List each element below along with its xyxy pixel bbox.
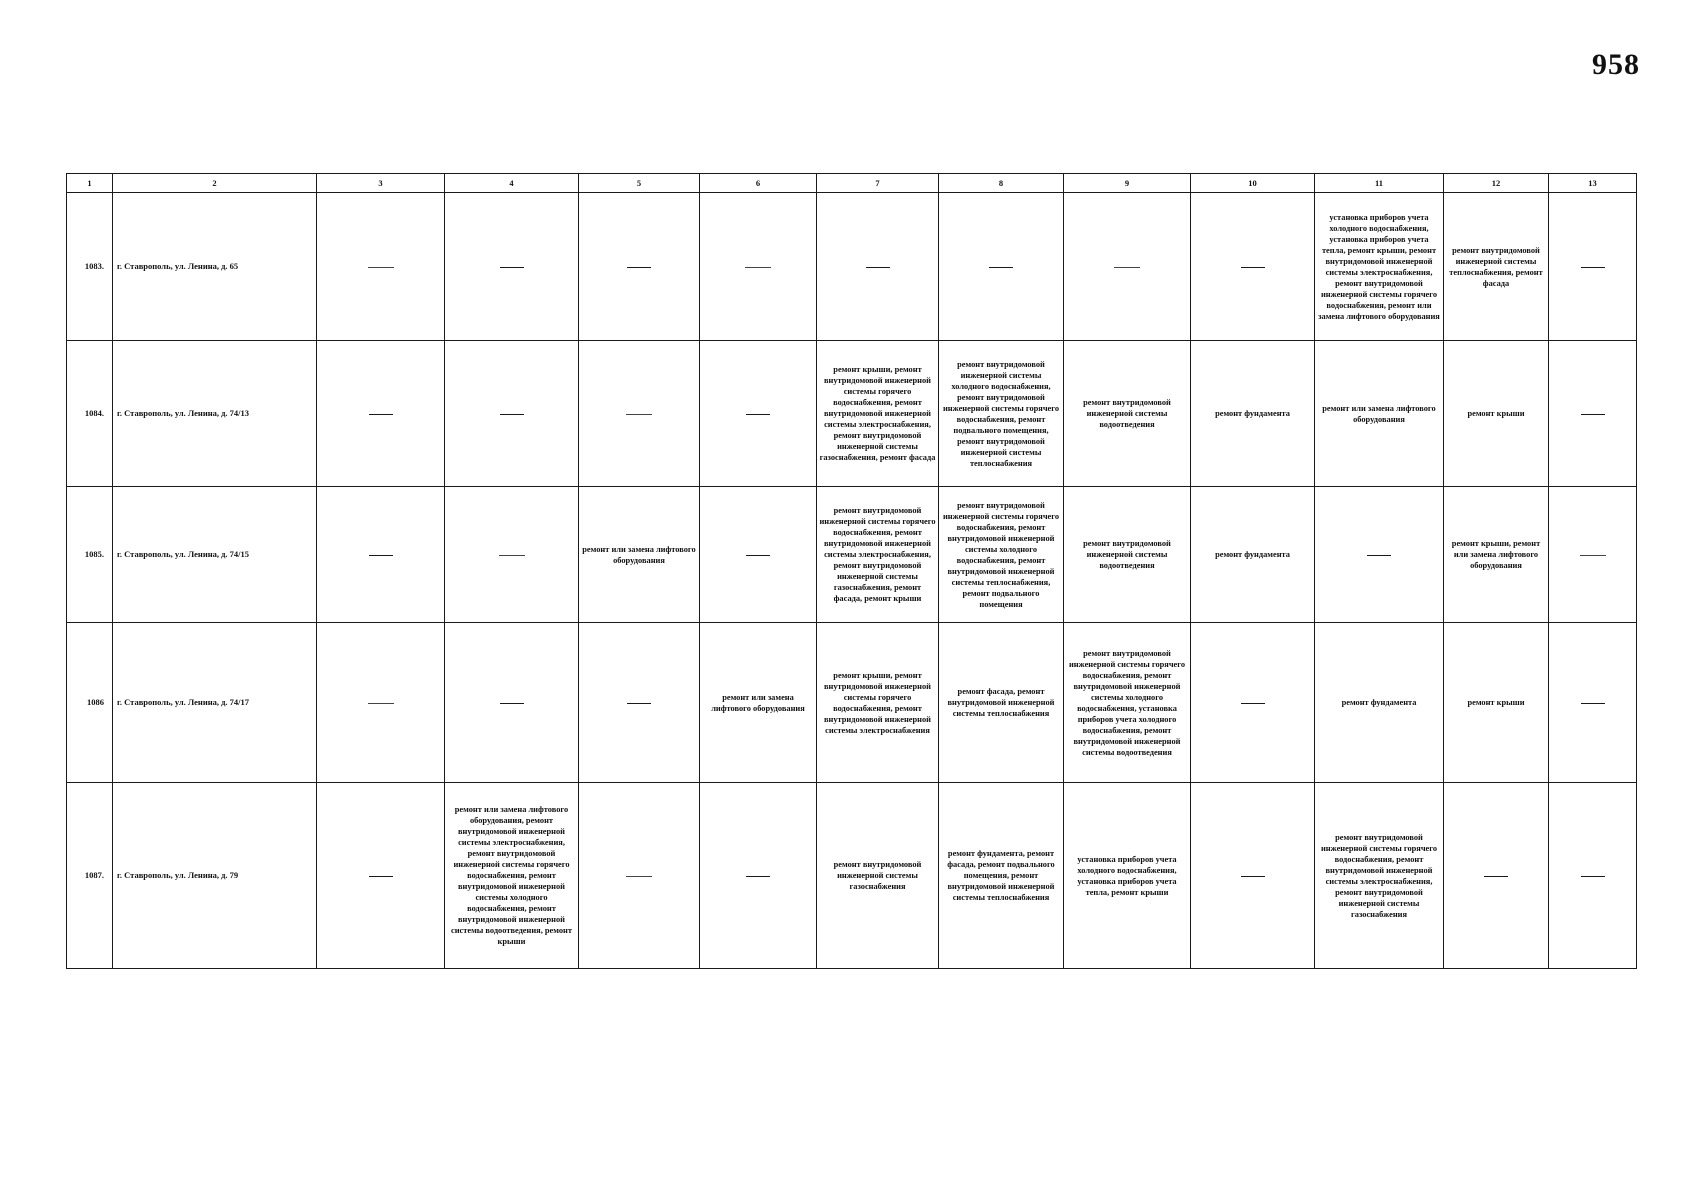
empty-cell [700,783,817,969]
work-description-cell: ремонт внутридомовой инженерной системы горячего водоснабжения, ремонт внутридомовой инженерной системы электроснабжения, ремонт внутридомовой инженерной системы газоснабжения, ремонт фасада, ремонт крыши [817,487,939,623]
dash-mark [626,414,652,415]
work-description-cell: ремонт крыши [1444,341,1549,487]
empty-cell [445,487,579,623]
empty-cell [579,783,700,969]
empty-cell [1444,783,1549,969]
dash-mark [1580,555,1606,556]
work-description-cell: ремонт внутридомовой инженерной системы горячего водоснабжения, ремонт внутридомовой инженерной системы холодного водоснабжения, ремонт внутридомовой инженерной системы теплоснабжения, ремонт подвального помещения [939,487,1064,623]
empty-cell [445,623,579,783]
column-number: 6 [700,174,817,193]
empty-cell [1191,623,1315,783]
dash-mark [369,555,393,556]
dash-mark [1581,267,1605,268]
dash-mark [627,703,651,704]
empty-cell [1549,487,1637,623]
column-number: 12 [1444,174,1549,193]
empty-cell [579,341,700,487]
dash-mark [1581,876,1605,877]
dash-mark [1114,267,1140,268]
page-number: 958 [1592,48,1640,81]
table-row [67,783,1637,969]
work-description-cell: ремонт фундамента [1191,341,1315,487]
table-row [67,193,1637,341]
address-cell: г. Ставрополь, ул. Ленина, д. 74/13 [113,341,317,487]
dash-mark [499,555,525,556]
empty-cell [1191,783,1315,969]
table-row [67,487,1637,623]
dash-mark [1581,414,1605,415]
dash-mark [500,267,524,268]
dash-mark [746,876,770,877]
address-cell: г. Ставрополь, ул. Ленина, д. 79 [113,783,317,969]
empty-cell [700,487,817,623]
work-description-cell: ремонт крыши [1444,623,1549,783]
dash-mark [369,414,393,415]
dash-mark [1581,703,1605,704]
address-cell: г. Ставрополь, ул. Ленина, д. 74/15 [113,487,317,623]
dash-mark [866,267,890,268]
dash-mark [746,414,770,415]
column-number: 13 [1549,174,1637,193]
empty-cell [1549,341,1637,487]
work-description-cell: ремонт или замена лифтового оборудования [1315,341,1444,487]
column-number: 10 [1191,174,1315,193]
column-number: 1 [67,174,113,193]
column-number: 9 [1064,174,1191,193]
dash-mark [1367,555,1391,556]
dash-mark [368,267,394,268]
empty-cell [579,193,700,341]
work-description-cell: ремонт внутридомовой инженерной системы холодного водоснабжения, ремонт внутридомовой инженерной системы горячего водоснабжения, ремонт подвального помещения, ремонт внутридомовой инженерной системы теплоснабжения [939,341,1064,487]
empty-cell [700,341,817,487]
empty-cell [1549,783,1637,969]
row-number-cell: 1084. [67,341,113,487]
dash-mark [368,703,394,704]
dash-mark [626,876,652,877]
row-number-cell: 1087. [67,783,113,969]
work-description-cell: установка приборов учета холодного водоснабжения, установка приборов учета тепла, ремонт крыши [1064,783,1191,969]
dash-mark [1241,703,1265,704]
empty-cell [1315,487,1444,623]
work-description-cell: ремонт внутридомовой инженерной системы газоснабжения [817,783,939,969]
empty-cell [317,623,445,783]
column-number: 3 [317,174,445,193]
column-number: 5 [579,174,700,193]
row-number-cell: 1086 [67,623,113,783]
column-number: 7 [817,174,939,193]
column-number-row [67,174,1637,193]
address-cell: г. Ставрополь, ул. Ленина, д. 65 [113,193,317,341]
column-number: 8 [939,174,1064,193]
empty-cell [700,193,817,341]
repair-schedule-table [66,173,1637,969]
work-description-cell: ремонт или замена лифтового оборудования, ремонт внутридомовой инженерной системы электроснабжения, ремонт внутридомовой инженерной системы горячего водоснабжения, ремонт внутридомовой инженерной системы холодного водоснабжения, ремонт внутридомовой инженерной системы водоотведения, ремонт крыши [445,783,579,969]
row-number-cell: 1083. [67,193,113,341]
empty-cell [939,193,1064,341]
dash-mark [369,876,393,877]
work-description-cell: ремонт или замена лифтового оборудования [700,623,817,783]
dash-mark [989,267,1013,268]
dash-mark [627,267,651,268]
address-cell: г. Ставрополь, ул. Ленина, д. 74/17 [113,623,317,783]
work-description-cell: ремонт фундамента [1191,487,1315,623]
dash-mark [1484,876,1508,877]
dash-mark [500,703,524,704]
work-description-cell: ремонт фасада, ремонт внутридомовой инженерной системы теплоснабжения [939,623,1064,783]
empty-cell [817,193,939,341]
work-description-cell: ремонт внутридомовой инженерной системы теплоснабжения, ремонт фасада [1444,193,1549,341]
empty-cell [579,623,700,783]
empty-cell [317,193,445,341]
work-description-cell: ремонт или замена лифтового оборудования [579,487,700,623]
table-row [67,341,1637,487]
work-description-cell: ремонт фундамента [1315,623,1444,783]
dash-mark [1241,267,1265,268]
column-number: 11 [1315,174,1444,193]
work-description-cell: ремонт крыши, ремонт или замена лифтового оборудования [1444,487,1549,623]
work-description-cell: ремонт крыши, ремонт внутридомовой инженерной системы горячего водоснабжения, ремонт внутридомовой инженерной системы электроснабжения, ремонт внутридомовой инженерной системы газоснабжения, ремонт фасада [817,341,939,487]
row-number-cell: 1085. [67,487,113,623]
empty-cell [317,487,445,623]
column-number: 2 [113,174,317,193]
empty-cell [1191,193,1315,341]
work-description-cell: ремонт внутридомовой инженерной системы горячего водоснабжения, ремонт внутридомовой инженерной системы электроснабжения, ремонт внутридомовой инженерной системы газоснабжения [1315,783,1444,969]
dash-mark [1241,876,1265,877]
dash-mark [745,267,771,268]
dash-mark [746,555,770,556]
work-description-cell: ремонт внутридомовой инженерной системы водоотведения [1064,487,1191,623]
column-number: 4 [445,174,579,193]
work-description-cell: ремонт внутридомовой инженерной системы водоотведения [1064,341,1191,487]
dash-mark [500,414,524,415]
work-description-cell: ремонт фундамента, ремонт фасада, ремонт подвального помещения, ремонт внутридомовой инженерной системы теплоснабжения [939,783,1064,969]
work-description-cell: ремонт внутридомовой инженерной системы горячего водоснабжения, ремонт внутридомовой инженерной системы холодного водоснабжения, установка приборов учета холодного водоснабжения, ремонт внутридомовой инженерной системы водоотведения [1064,623,1191,783]
work-description-cell: установка приборов учета холодного водоснабжения, установка приборов учета тепла, ремонт крыши, ремонт внутридомовой инженерной системы электроснабжения, ремонт внутридомовой инженерной системы горячего водоснабжения, ремонт или замена лифтового оборудования [1315,193,1444,341]
table-body [67,174,1637,969]
empty-cell [317,341,445,487]
empty-cell [1064,193,1191,341]
work-description-cell: ремонт крыши, ремонт внутридомовой инженерной системы горячего водоснабжения, ремонт внутридомовой инженерной системы электроснабжения [817,623,939,783]
table-row [67,623,1637,783]
empty-cell [445,193,579,341]
empty-cell [1549,623,1637,783]
empty-cell [1549,193,1637,341]
empty-cell [445,341,579,487]
empty-cell [317,783,445,969]
